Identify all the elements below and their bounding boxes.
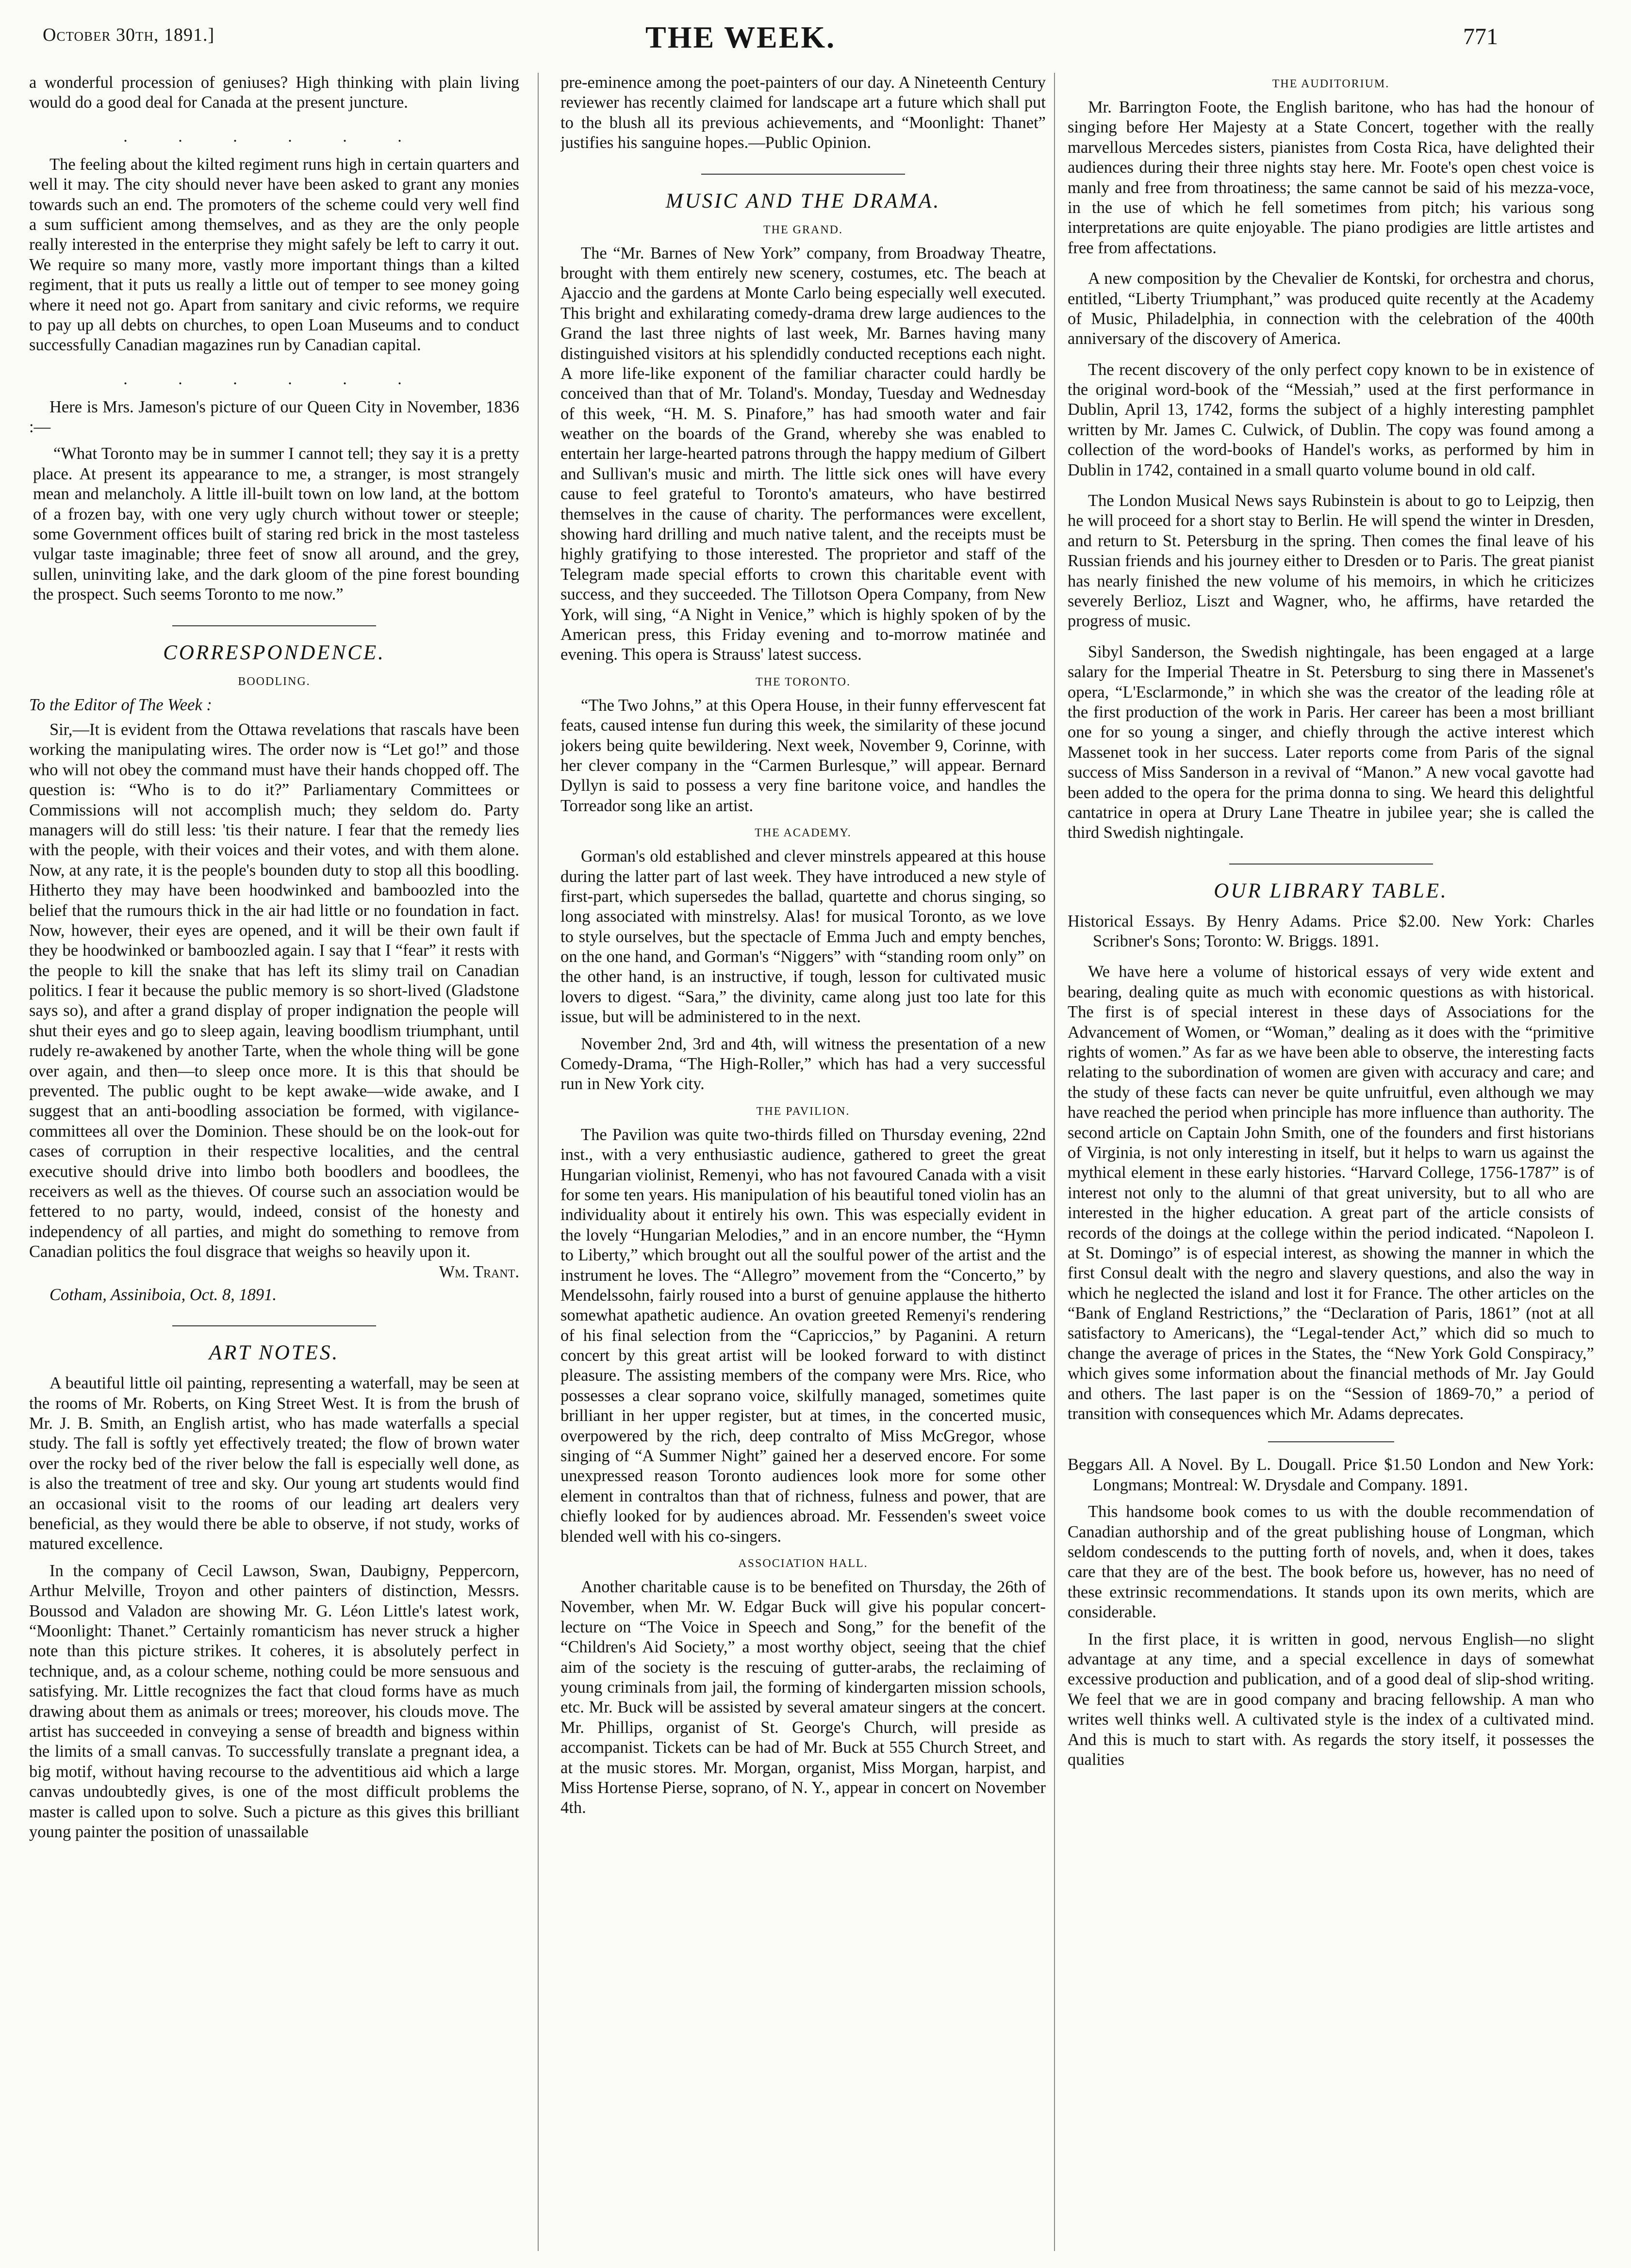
divider: [1229, 864, 1433, 865]
section-break: . . . . . .: [123, 127, 425, 146]
paragraph: In the company of Cecil Lawson, Swan, Daubigny, Peppercorn, Arthur Melville, Troyon and other painters of distinction, Messrs. Boussod and Valadon are showing Mr. G. Léon Little's latest work, “Moonlight: Thanet.” Certainly romanticism has never struck a higher note than this picture strikes. It coheres, it is absolutely perfect in technique, and, as a colour scheme, nothing could be more sensuous and satisfying. Mr. Little recognizes the fact that cloud forms have as much drawing about them as animals or trees; moreover, his clouds move. The artist has succeeded in conveying a sense of breadth and bigness within the limits of a small canvas. To successfully translate a pregnant idea, a big motif, without having recourse to the adventitious aid which a large canvas undoubtedly gives, is one of the most difficult problems the master is called upon to solve. Such a picture as this gives this brilliant young painter the position of unassailable: [29, 1561, 519, 1841]
paragraph: A new composition by the Chevalier de Kontski, for orchestra and chorus, entitled, “Liberty Triumphant,” was produced quite recently at the Academy of Music, Philadelphia, in connection with the celebration of the 400th anniversary of the discovery of America.: [1068, 269, 1594, 348]
column-3: [1068, 73, 1594, 2251]
paragraph: Sibyl Sanderson, the Swedish nightingale, has been engaged at a large salary for the Imperial Theatre in St. Petersburg to sing there in Massenet's opera, “L'Esclarmonde,” in which she was the creator of the leading rôle at the first production of the work in Paris. Her career has been a most brilliant one for so young a singer, and chiefly through the active interest which Massenet took in her success. Later reports come from Paris of the signal success of Miss Sanderson in a revival of “Manon.” A new vocal gavotte had been added to the opera for the prima donna to sing. We heard this delightful cantatrice in opera at Drury Lane Theatre in jubilee year; she is called the third Swedish nightingale.: [1068, 642, 1594, 842]
letter-place: Cotham, Assiniboia, Oct. 8, 1891.: [49, 1285, 277, 1304]
letter-signature: Wm. Trant.: [439, 1262, 519, 1281]
subheading: THE AUDITORIUM.: [1272, 78, 1390, 90]
subheading: THE PAVILION.: [756, 1105, 850, 1118]
masthead-title: THE WEEK.: [645, 20, 836, 54]
paragraph: “The Two Johns,” at this Opera House, in their funny effervescent fat feats, caused intense fun during this week, the similarity of these jocund jokers being quite bewildering. Next week, November 9, Corinne, with her clever company in the “Carmen Burlesque,” will appear. Bernard Dyllyn is said to possess a very fine baritone voice, and handles the Torreador song like an artist.: [560, 696, 1046, 815]
paragraph: The recent discovery of the only perfect copy known to be in existence of the original word-book of the “Messiah,” used at the first performance in Dublin, April 13, 1742, forms the subject of a highly interesting pamphlet written by Mr. James C. Culwick, of Dublin. The copy was found among a collection of the word-books of Handel's works, as performed by him in Dublin in 1742, contained in a small quarto volume bound in old calf.: [1068, 360, 1594, 479]
subheading: THE TORONTO.: [755, 675, 851, 688]
review: We have here a volume of historical essays of very wide extent and bearing, dealing quite as much with economic questions as with historical. The first is of special interest in these days of Associations for the Advancement of Women, or “Woman,” dealing as it does with the “primitive rights of women.” As far as we have been able to observe, the interesting facts relating to the subordination of women are given with accuracy and care; and the study of these facts can never be quite unfruitful, even although we may have reached the period when principle has more influence than authority. The second article on Captain John Smith, one of the founders and first historians of Virginia, is not only interesting in itself, but it helps to warn us against the mythical element in these early histories. “Harvard College, 1756-1787” is of interest not only to the alumni of that great university, but to all who are interested in the higher education. A great part of the article consists of records of the doings at the college within the period indicated. “Napoleon I. at St. Domingo” is of especial interest, as showing the manner in which the first Consul dealt with the negro and slavery questions, and also the way in which he neglected the island and lost it for France. The other articles on the “Bank of England Restrictions,” the “Declaration of Paris, 1861” (not at all satisfactory to Americans), the “Legal-tender Act,” which did so much to change the average of prices in the States, the “New York Gold Conspiracy,” which gives some information about the financial methods of Mr. Jay Gould and others. The last paper is on the “Session of 1869-70,” a period of transition with consequences which Mr. Adams deprecates.: [1068, 963, 1594, 1423]
section-break: . . . . . .: [123, 370, 425, 388]
salutation: To the Editor of The Week :: [29, 695, 212, 714]
divider: [701, 174, 905, 175]
paragraph: The Pavilion was quite two-thirds filled on Thursday evening, 22nd inst., with a very enthusiastic audience, gathered to greet the great Hungarian violinist, Remenyi, who has not favoured Canada with a visit for some ten years. His manipulation of his beautiful toned violin has an individuality about it entirely his own. This was especially evident in the lovely “Hungarian Melodies,” and in an encore number, the “Hymn to Liberty,” which brought out all the soulful power of the artist and the instrument he loves. The “Allegro” movement from the “Concerto,” by Mendelssohn, fairly roused into a burst of genuine applause the hitherto somewhat apathetic audience. An ovation greeted Remenyi's rendering of his final selection from the “Capriccios,” by Paganini. A return concert by this great artist will be looked forward to with distinct pleasure. The assisting members of the company were Mrs. Rice, who possesses a clear soprano voice, skilfully managed, sometimes quite brilliant in her upper register, but at times, in the concerted music, overpowered by the rich, deep contralto of Miss McGregor, whose singing of “A Summer Night” gained her a deserved encore. For some unexpressed reason Toronto audiences look more for some other element in contraltos than that of richness, fulness and power, that are chiefly looked for by audiences abroad. Mr. Fessenden's sweet voice blended well with his co-singers.: [560, 1125, 1046, 1546]
paragraph: pre-eminence among the poet-painters of our day. A Nineteenth Century reviewer has recently claimed for landscape art a future which shall put to the blush all its previous achievements, and “Moonlight: Thanet” justifies his sanguine hopes.—Public Opinion.: [560, 73, 1046, 152]
subheading: ASSOCIATION HALL.: [738, 1557, 868, 1570]
divider: [1268, 1441, 1394, 1442]
divider: [172, 625, 376, 626]
issue-date: October 30th, 1891.]: [43, 25, 215, 45]
paragraph: The London Musical News says Rubinstein is about to go to Leipzig, then he will proceed for a short stay to Berlin. He will spend the winter in Dresden, and return to St. Petersburg in the spring. Then comes the final leave of his Russian friends and his journey either to Dresden or to Paris. The great pianist has nearly finished the new volume of his memoirs, in which he criticizes severely Berlioz, Liszt and Wagner, who, he affirms, have retarded the progress of music.: [1068, 491, 1594, 631]
section-heading-correspondence: CORRESPONDENCE.: [163, 641, 385, 664]
column-divider: [1054, 73, 1055, 2251]
section-heading-library-table: OUR LIBRARY TABLE.: [1214, 879, 1448, 902]
subheading: BOODLING.: [238, 675, 311, 688]
book-entry: Beggars All. A Novel. By L. Dougall. Price $1.50 London and New York: Longmans; Montreal: W. Drysdale and Company. 1891.: [1068, 1455, 1594, 1494]
page-header: [0, 0, 1631, 73]
book-entry: Historical Essays. By Henry Adams. Price $2.00. New York: Charles Scribner's Sons; Toronto: W. Briggs. 1891.: [1068, 912, 1594, 951]
quotation: “What Toronto may be in summer I cannot tell; they say it is a pretty place. At present its appearance to me, a stranger, is most strangely mean and melancholy. A little ill-built town on low land, at the bottom of a frozen bay, with one very ugly church without tower or steeple; some Government offices built of staring red brick in the most tasteless vulgar taste imaginable; three feet of snow all around, and the grey, sullen, uninviting lake, and the dark gloom of the pine forest bounding the prospect. Such seems Toronto to me now.”: [33, 444, 519, 604]
paragraph: The “Mr. Barnes of New York” company, from Broadway Theatre, brought with them entirely new scenery, costumes, etc. The beach at Ajaccio and the gardens at Monte Carlo being especially well executed. This bright and exhilarating comedy-drama drew large audiences to the Grand the last three nights of last week, Mr. Barnes having many distinguished visitors at his splendidly conducted receptions each night. A more life-like exponent of the familiar character could hardly be conceived than that of Mr. Toland's. Monday, Tuesday and Wednesday of this week, “H. M. S. Pinafore,” has had smooth water and fair weather on the boards of the Grand, whereby she was enabled to entertain her large-hearted patrons through the happy medium of Gilbert and Sullivan's music and mirth. The little sick ones will have every cause to feel grateful to Toronto's amateurs, who have bestirred themselves in the cause of charity. The performances were excellent, showing hard drilling and much native talent, and the receipts must be highly gratifying to those interested. The proprietor and staff of the Telegram made special efforts to crown this charitable event with success, and they succeeded. The Tillotson Opera Company, from New York, will sing, “A Night in Venice,” which is highly spoken of by the American press, this Friday evening and to-morrow matinée and evening. This opera is Strauss' latest success.: [560, 244, 1046, 664]
column-divider: [538, 73, 539, 2251]
section-heading-art-notes: ART NOTES.: [209, 1341, 340, 1365]
paragraph: Another charitable cause is to be benefited on Thursday, the 26th of November, when Mr. W. Edgar Buck will give his popular concert-lecture on “The Voice in Speech and Song,” for the benefit of the “Children's Aid Society,” a most worthy object, seeing that the chief aim of the society is the rescuing of gutter-arabs, the reclaiming of young criminals from jail, the forming of kindergarten mission schools, etc. Mr. Buck will be assisted by several amateur singers at the concert. Mr. Phillips, organist of St. George's Church, will preside as accompanist. Tickets can be had of Mr. Buck at 555 Church Street, and at the music stores. Mr. Morgan, organist, Miss Morgan, harpist, and Miss Hortense Pierse, soprano, of N. Y., appear in concert on November 4th.: [560, 1578, 1046, 1817]
review: This handsome book comes to us with the double recommendation of Canadian authorship and of the great publishing house of Longman, which seldom condescends to the putting forth of novels, and, when it does, takes care that they are of the best. The book before us, however, has no need of these extrinsic recommendations. It stands upon its own merits, which are considerable.: [1068, 1502, 1594, 1622]
column-1: [29, 73, 519, 2251]
paragraph: A beautiful little oil painting, representing a waterfall, may be seen at the rooms of Mr. Roberts, on King Street West. It is from the brush of Mr. J. B. Smith, an English artist, who has made waterfalls a special study. The fall is softly yet effectively treated; the flow of brown water over the rocky bed of the river below the fall is especially well done, as is also the treatment of tree and sky. Our young art students would find an occasional visit to the rooms of our leading art dealers very beneficial, as they would there be able to observe, if not study, works of matured excellence.: [29, 1374, 519, 1553]
paragraph: Here is Mrs. Jameson's picture of our Queen City in November, 1836 :—: [29, 397, 519, 437]
column-2: [560, 73, 1046, 2251]
review: In the first place, it is written in good, nervous English—no slight advantage at any time, and a special excellence in days of somewhat excessive production and publication, and of a good deal of slip-shod writing. We feel that we are in good company and bracing fellowship. A man who writes well thinks well. A cultivated style is the index of a cultivated mind. And this is much to start with. As regards the story itself, it possesses the qualities: [1068, 1630, 1594, 1769]
paragraph: a wonderful procession of geniuses? High thinking with plain living would do a good deal for Canada at the present juncture.: [29, 73, 519, 112]
letter-body: Sir,—It is evident from the Ottawa revelations that rascals have been working the manipulating wires. The order now is “Let go!” and those who will not obey the command must have their hands chopped off. The question is: “Who is to do it?” Parliamentary Committees or Commissions will not accomplish much; they seldom do. Party managers will do still less: 'tis their nature. I fear that the remedy lies with the people, with their voices and their votes, and with them alone. Now, at any rate, it is the people's bounden duty to stop all this boodling. Hitherto they may have been hoodwinked and bamboozled into the belief that the rumours thick in the air had little or no foundation in fact. Now, however, their eyes are opened, and it will be their own fault if they be hoodwinked or bamboozled again. I say that I “fear” it rests with the people to kill the snake that has left its slimy trail on Canadian politics. I fear it because the public memory is so short-lived (Gladstone says so), and after a grand display of proper indignation the people will shut their eyes and go to sleep again, leaving boodlism triumphant, until rudely re-awakened by another Tarte, when the whole thing will be gone over again, and then—to sleep once more. It is this that should be prevented. The public ought to be kept awake—wide awake, and I suggest that an anti-boodling association be formed, with vigilance-committees all over the Dominion. These should be on the look-out for cases of corruption in their respective localities, and the central executive should drive into limbo both boodlers and boodlees, the receivers as well as the thieves. Of course such an association would be fettered to no party, would, indeed, consist of the honesty and independency of all parties, and might do something to remove from Canadian politics the foul disgrace that weighs so heavily upon it.: [29, 720, 519, 1261]
paragraph: Mr. Barrington Foote, the English baritone, who has had the honour of singing before Her Majesty at a State Concert, together with the really marvellous Mercedes sisters, pianistes from Costa Rica, have delighted their audiences during their three nights stay here. Mr. Foote's open chest voice is manly and free from throatiness; the same cannot be said of his mezza-voce, in the use of which he fell sometimes from pitch; his various song interpretations are quite enjoyable. The piano prodigies are little artistes and free from affectations.: [1068, 98, 1594, 257]
page-number: 771: [1463, 24, 1498, 49]
paragraph: Gorman's old established and clever minstrels appeared at this house during the latter part of last week. They have introduced a new style of first-part, which supersedes the ballad, quartette and chorus singing, so long associated with minstrelsy. Alas! for musical Toronto, as we love to style ourselves, but the spectacle of Emma Juch and empty benches, on the one hand, and Gorman's “Niggers” with “standing room only” on the other hand, is an instructive, if tough, lesson for cultivated music lovers to digest. “Sara,” the divinity, came along just too late for this issue, but will be administered to in the next.: [560, 847, 1046, 1027]
subheading: THE GRAND.: [763, 223, 843, 236]
section-heading-music-drama: MUSIC AND THE DRAMA.: [665, 189, 941, 212]
subheading: THE ACADEMY.: [755, 827, 852, 840]
paragraph: November 2nd, 3rd and 4th, will witness the presentation of a new Comedy-Drama, “The High-Roller,” which has had a very successful run in New York city.: [560, 1034, 1046, 1093]
divider: [172, 1325, 376, 1326]
paragraph: The feeling about the kilted regiment runs high in certain quarters and well it may. The city should never have been asked to grant any monies towards such an end. The promoters of the scheme could very well find a sum sufficient among themselves, and as they are the only people really interested in the enterprise they might safely be left to carry it out. We require so many more, vastly more important things than a kilted regiment, that it puts us really a little out of temper to see money going where it need not go. Apart from sanitary and civic reforms, we require to pay up all debts on churches, to open Loan Museums and to conduct successfully Canadian magazines run by Canadian capital.: [29, 155, 519, 355]
